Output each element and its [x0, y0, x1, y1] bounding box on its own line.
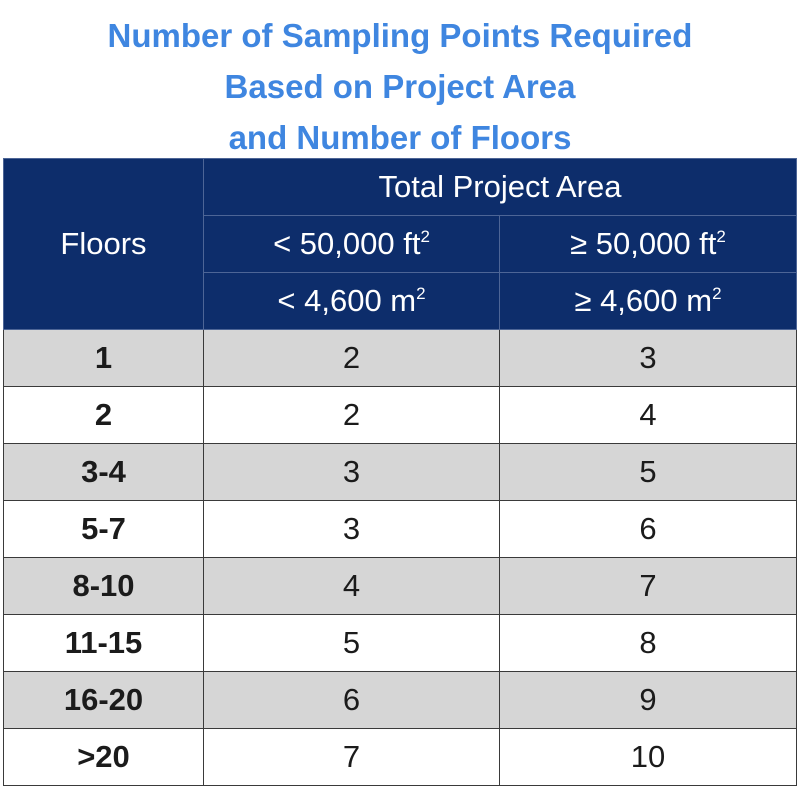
small-area-cell: 2 [204, 387, 500, 444]
small-area-metric-header [204, 273, 500, 330]
large-area-cell: 8 [500, 615, 797, 672]
table-row [4, 444, 797, 501]
squared-superscript: 2 [416, 284, 426, 303]
page-title [0, 8, 800, 156]
small-area-cell: 3 [204, 501, 500, 558]
table-row [4, 330, 797, 387]
title-line-1: Number of Sampling Points Required [107, 17, 693, 54]
table-row [4, 615, 797, 672]
table-header [4, 159, 797, 330]
floors-cell: 8-10 [4, 558, 204, 615]
large-area-imperial-header [500, 216, 797, 273]
squared-superscript: 2 [716, 227, 726, 246]
floors-cell: 5-7 [4, 501, 204, 558]
table-body [4, 330, 797, 786]
small-area-cell: 3 [204, 444, 500, 501]
floors-cell: 16-20 [4, 672, 204, 729]
squared-superscript: 2 [420, 227, 430, 246]
floors-cell: 11-15 [4, 615, 204, 672]
small-area-imperial-header [204, 216, 500, 273]
large-area-cell: 3 [500, 330, 797, 387]
large-area-cell: 5 [500, 444, 797, 501]
floors-cell: >20 [4, 729, 204, 786]
sampling-points-table [3, 158, 797, 786]
title-line-3: and Number of Floors [228, 119, 572, 156]
large-area-cell: 4 [500, 387, 797, 444]
table-row [4, 672, 797, 729]
total-project-area-header: Total Project Area [204, 159, 797, 216]
table-row [4, 558, 797, 615]
table-row [4, 501, 797, 558]
table-row [4, 387, 797, 444]
small-area-metric-label: < 4,600 m [277, 283, 417, 318]
large-area-cell: 10 [500, 729, 797, 786]
large-area-metric-header [500, 273, 797, 330]
large-area-cell: 7 [500, 558, 797, 615]
floors-cell: 3-4 [4, 444, 204, 501]
small-area-cell: 7 [204, 729, 500, 786]
small-area-cell: 5 [204, 615, 500, 672]
title-line-2: Based on Project Area [224, 68, 576, 105]
floors-cell: 2 [4, 387, 204, 444]
small-area-cell: 2 [204, 330, 500, 387]
small-area-cell: 6 [204, 672, 500, 729]
small-area-cell: 4 [204, 558, 500, 615]
small-area-imperial-label: < 50,000 ft [273, 226, 421, 261]
large-area-cell: 6 [500, 501, 797, 558]
floors-cell: 1 [4, 330, 204, 387]
floors-column-header: Floors [4, 159, 204, 330]
large-area-cell: 9 [500, 672, 797, 729]
table-row [4, 729, 797, 786]
large-area-metric-label: ≥ 4,600 m [574, 283, 713, 318]
large-area-imperial-label: ≥ 50,000 ft [570, 226, 717, 261]
squared-superscript: 2 [712, 284, 722, 303]
